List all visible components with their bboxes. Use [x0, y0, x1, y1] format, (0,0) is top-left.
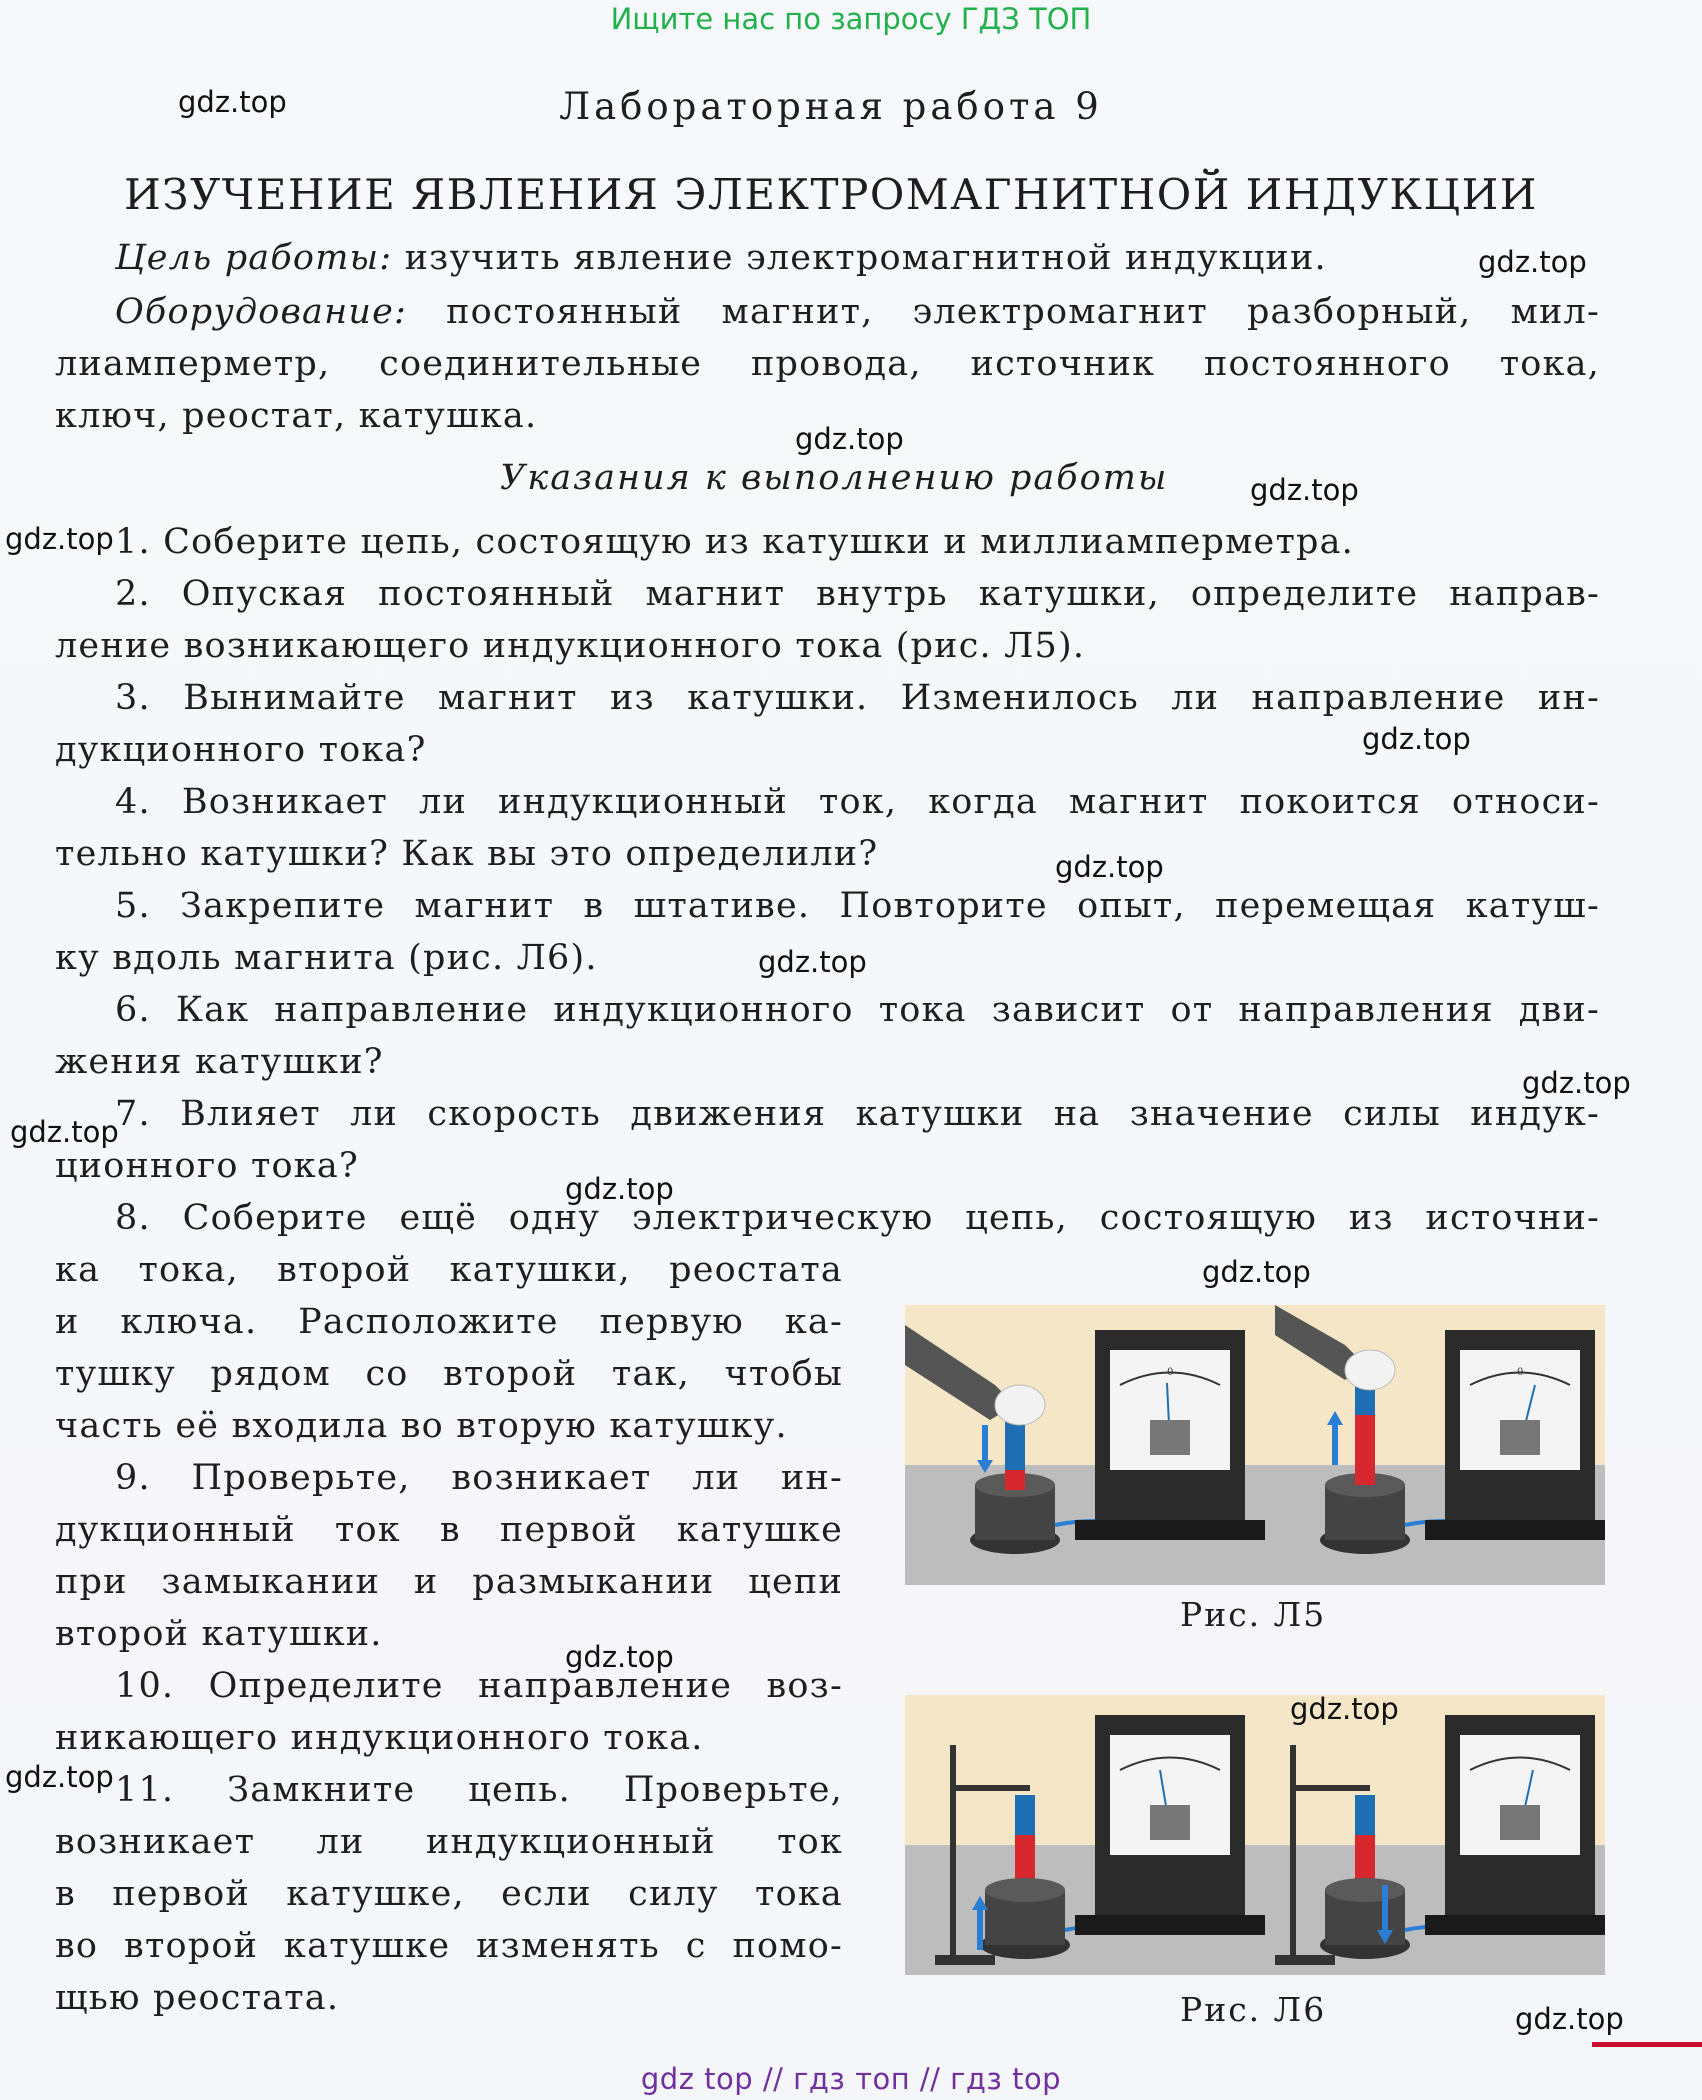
figure-l5 — [905, 1305, 1605, 1585]
figure-l5-caption: Рис. Л5 — [1180, 1595, 1327, 1634]
instruction-line: 1. Соберите цепь, состоящую из катушки и миллиамперметра. — [115, 522, 1355, 562]
watermark: gdz.top — [1250, 473, 1359, 507]
instruction-line: ка тока, второй катушки, реостата — [55, 1250, 843, 1290]
instruction-line: во второй катушке изменять с помо- — [55, 1926, 843, 1966]
magnet-4-blue — [1355, 1795, 1375, 1835]
figure-l6-caption: Рис. Л6 — [1180, 1990, 1327, 2029]
instruction-line: ление возникающего индукционного тока (рис. Л5). — [55, 626, 1086, 666]
equipment-label: Оборудование: — [115, 292, 408, 332]
meter-2-zero: 0 — [1517, 1367, 1524, 1378]
stand-2 — [1290, 1745, 1296, 1960]
equipment-line-2: лиамперметр, соединительные провода, источник постоянного тока, — [55, 344, 1600, 384]
instruction-line: тельно катушки? Как вы это определили? — [55, 834, 879, 874]
instruction-line: дукционный ток в первой катушке — [55, 1510, 843, 1550]
watermark: gdz.top — [1055, 850, 1164, 884]
magnet-3-blue — [1015, 1795, 1035, 1835]
watermark: gdz.top — [1478, 245, 1587, 279]
equipment-line-1 — [55, 290, 1600, 334]
instruction-line: при замыкании и размыкании цепи — [55, 1562, 843, 1602]
watermark: gdz.top — [1515, 2002, 1624, 2036]
goal-label: Цель работы: — [115, 238, 393, 278]
watermark: gdz.top — [758, 945, 867, 979]
watermark: gdz.top — [795, 422, 904, 456]
goal-line — [55, 236, 1600, 280]
instruction-line: 8. Соберите ещё одну электрическую цепь, состоящую из источни- — [115, 1198, 1600, 1238]
figure-l6 — [905, 1695, 1605, 1975]
watermark: gdz.top — [5, 522, 114, 556]
instruction-line: в первой катушке, если силу тока — [55, 1874, 843, 1914]
watermark: gdz.top — [178, 85, 287, 119]
watermark: gdz.top — [10, 1115, 119, 1149]
equipment-text-1: постоянный магнит, электромагнит разборный, мил- — [407, 292, 1600, 332]
instruction-line: 3. Вынимайте магнит из катушки. Изменилось ли направление ин- — [115, 678, 1600, 718]
instruction-line: 6. Как направление индукционного тока зависит от направления дви- — [115, 990, 1600, 1030]
instruction-line: 5. Закрепите магнит в штативе. Повторите опыт, перемещая катуш- — [115, 886, 1600, 926]
instruction-line: щью реостата. — [55, 1978, 340, 2018]
lab-title: Лабораторная работа 9 — [559, 85, 1103, 128]
hand-2-glove — [1345, 1350, 1395, 1390]
hand-1-glove — [995, 1385, 1045, 1425]
instruction-line: и ключа. Расположите первую ка- — [55, 1302, 843, 1342]
instruction-line: 9. Проверьте, возникает ли ин- — [115, 1458, 843, 1498]
instruction-line: ционного тока? — [55, 1146, 359, 1186]
instruction-line: 2. Опуская постоянный магнит внутрь катушки, определите направ- — [115, 574, 1600, 614]
magnet-2-red — [1355, 1415, 1375, 1485]
stand-1 — [950, 1745, 956, 1960]
watermark: gdz.top — [565, 1172, 674, 1206]
goal-text: изучить явление электромагнитной индукции. — [392, 238, 1327, 278]
instruction-line: 10. Определите направление воз- — [115, 1666, 843, 1706]
instruction-line: ку вдоль магнита (рис. Л6). — [55, 938, 598, 978]
meter-1-zero: 0 — [1167, 1367, 1174, 1378]
equipment-line-3: ключ, реостат, катушка. — [55, 396, 538, 436]
watermark: gdz.top — [565, 1640, 674, 1674]
watermark: gdz.top — [1290, 1692, 1399, 1726]
instruction-line: никающего индукционного тока. — [55, 1718, 704, 1758]
lab-heading: ИЗУЧЕНИЕ ЯВЛЕНИЯ ЭЛЕКТРОМАГНИТНОЙ ИНДУКЦИИ — [124, 170, 1538, 219]
instruction-line: 7. Влияет ли скорость движения катушки на значение силы индук- — [115, 1094, 1600, 1134]
instruction-line: часть её входила во вторую катушку. — [55, 1406, 788, 1446]
instruction-line: 11. Замкните цепь. Проверьте, — [115, 1770, 843, 1810]
instructions-heading: Указания к выполнению работы — [500, 458, 1169, 498]
instruction-line: возникает ли индукционный ток — [55, 1822, 843, 1862]
instruction-line: 4. Возникает ли индукционный ток, когда магнит покоится относи- — [115, 782, 1600, 822]
bottom-banner[interactable]: gdz top // гдз топ // гдз top — [640, 2062, 1062, 2096]
instruction-line: дукционного тока? — [55, 730, 427, 770]
magnet-1-red — [1005, 1470, 1025, 1490]
instruction-line: тушку рядом со второй так, чтобы — [55, 1354, 843, 1394]
watermark: gdz.top — [5, 1760, 114, 1794]
top-banner[interactable]: Ищите нас по запросу ГДЗ ТОП — [610, 2, 1092, 36]
watermark: gdz.top — [1362, 722, 1471, 756]
watermark: gdz.top — [1522, 1066, 1631, 1100]
watermark: gdz.top — [1202, 1255, 1311, 1289]
instruction-line: второй катушки. — [55, 1614, 383, 1654]
instruction-line: жения катушки? — [55, 1042, 384, 1082]
